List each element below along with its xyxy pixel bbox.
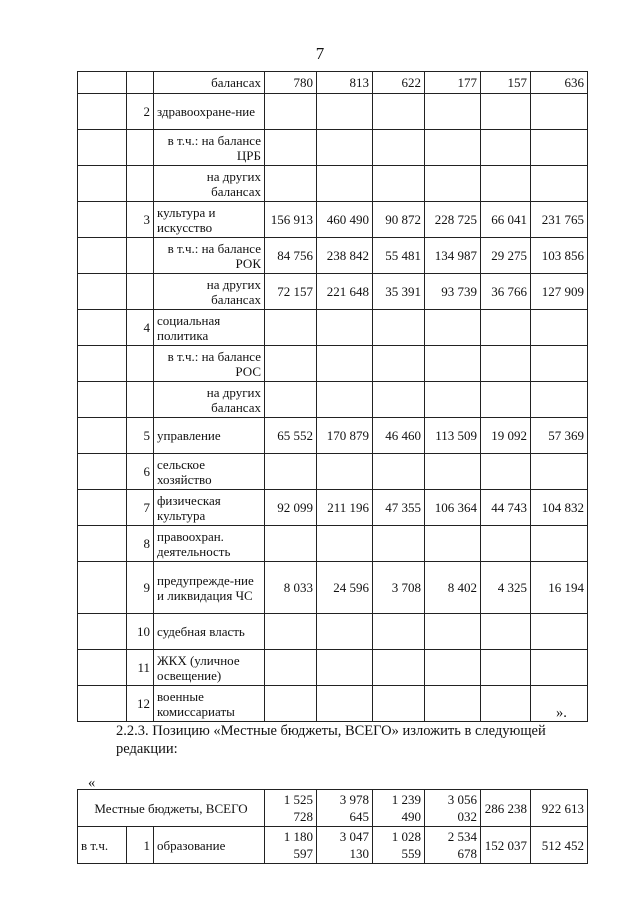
budget-table-continued: [77, 71, 588, 722]
row-number: [127, 238, 154, 274]
total-value: 3 978 645: [317, 790, 373, 827]
table-row: [78, 130, 588, 166]
value-cell: 16 194: [531, 562, 588, 614]
value-cell: [531, 130, 588, 166]
row-number: 11: [127, 650, 154, 686]
value-cell: 47 355: [373, 490, 425, 526]
value-cell: [265, 94, 317, 130]
value-cell: [373, 346, 425, 382]
row-number: [127, 346, 154, 382]
table-row: [78, 72, 588, 94]
value-cell: 72 157: [265, 274, 317, 310]
value-cell: [531, 166, 588, 202]
blank-cell: [78, 418, 127, 454]
value-cell: [425, 382, 481, 418]
value-cell: [373, 382, 425, 418]
value-cell: [481, 686, 531, 722]
value-cell: [373, 310, 425, 346]
value-cell: [425, 310, 481, 346]
value-cell: 3 708: [373, 562, 425, 614]
row-name: судебная власть: [154, 614, 265, 650]
blank-cell: [78, 238, 127, 274]
row-name: военные комиссариаты: [154, 686, 265, 722]
value-cell: 29 275: [481, 238, 531, 274]
row-number: [127, 130, 154, 166]
value-cell: [425, 526, 481, 562]
table-row: [78, 526, 588, 562]
local-budgets-table: [77, 789, 588, 864]
value-cell: 8 402: [425, 562, 481, 614]
row-number: 6: [127, 454, 154, 490]
value-cell: [373, 454, 425, 490]
value-cell: 66 041: [481, 202, 531, 238]
row-number: [127, 166, 154, 202]
value-cell: [373, 526, 425, 562]
blank-cell: [78, 686, 127, 722]
row-name: балансах: [154, 72, 265, 94]
value-cell: [317, 650, 373, 686]
row-name: в т.ч.: на балансе РОС: [154, 346, 265, 382]
value-cell: [425, 346, 481, 382]
value-cell: 170 879: [317, 418, 373, 454]
value-cell: [373, 614, 425, 650]
value-cell: 93 739: [425, 274, 481, 310]
value-cell: 157: [481, 72, 531, 94]
value-cell: [481, 526, 531, 562]
row-number: [127, 382, 154, 418]
table-row: [78, 238, 588, 274]
value-cell: [531, 526, 588, 562]
table-row: [78, 562, 588, 614]
row-number: 9: [127, 562, 154, 614]
value-cell: [531, 94, 588, 130]
blank-cell: [78, 94, 127, 130]
value-cell: [481, 454, 531, 490]
row-number: 7: [127, 490, 154, 526]
amendment-paragraph: 2.2.3. Позицию «Местные бюджеты, ВСЕГО» изложить в следующей редакции:: [116, 723, 546, 757]
row-number: 2: [127, 94, 154, 130]
value-cell: 19 092: [481, 418, 531, 454]
value-cell: 228 725: [425, 202, 481, 238]
value-cell: 90 872: [373, 202, 425, 238]
value-cell: 780: [265, 72, 317, 94]
row-number: 10: [127, 614, 154, 650]
blank-cell: [78, 72, 127, 94]
table-row: [78, 650, 588, 686]
row-number: 12: [127, 686, 154, 722]
value-cell: [265, 130, 317, 166]
value-cell: [425, 454, 481, 490]
sub-value: 1 180 597: [265, 827, 317, 864]
value-cell: [265, 382, 317, 418]
value-cell: 231 765: [531, 202, 588, 238]
value-cell: [265, 310, 317, 346]
table-row: [78, 94, 588, 130]
value-cell: [481, 310, 531, 346]
value-cell: 65 552: [265, 418, 317, 454]
value-cell: [481, 94, 531, 130]
blank-cell: [78, 130, 127, 166]
value-cell: 46 460: [373, 418, 425, 454]
value-cell: 24 596: [317, 562, 373, 614]
row-name: в т.ч.: на балансе ЦРБ: [154, 130, 265, 166]
row-number: 3: [127, 202, 154, 238]
value-cell: 106 364: [425, 490, 481, 526]
value-cell: 104 832: [531, 490, 588, 526]
table-row: [78, 202, 588, 238]
value-cell: 8 033: [265, 562, 317, 614]
row-number: 8: [127, 526, 154, 562]
row-name: на других балансах: [154, 166, 265, 202]
value-cell: [373, 166, 425, 202]
row-name: культура и искусство: [154, 202, 265, 238]
sub-prefix: в т.ч.: [78, 827, 127, 864]
opening-quote: «: [88, 775, 96, 791]
value-cell: 622: [373, 72, 425, 94]
closing-quote: ».: [556, 705, 567, 721]
row-name: на других балансах: [154, 274, 265, 310]
education-row: [78, 827, 588, 864]
table-row: [78, 382, 588, 418]
table-row: [78, 274, 588, 310]
sub-value: 1 028 559: [373, 827, 425, 864]
blank-cell: [78, 310, 127, 346]
sub-value: 2 534 678: [425, 827, 481, 864]
value-cell: 134 987: [425, 238, 481, 274]
row-number: [127, 274, 154, 310]
table-row: [78, 310, 588, 346]
value-cell: 103 856: [531, 238, 588, 274]
value-cell: [317, 346, 373, 382]
blank-cell: [78, 562, 127, 614]
page-number: 7: [315, 44, 325, 63]
value-cell: 36 766: [481, 274, 531, 310]
value-cell: 4 325: [481, 562, 531, 614]
value-cell: 221 648: [317, 274, 373, 310]
total-value: 1 239 490: [373, 790, 425, 827]
value-cell: 460 490: [317, 202, 373, 238]
value-cell: [265, 650, 317, 686]
table-row: [78, 490, 588, 526]
blank-cell: [78, 614, 127, 650]
blank-cell: [78, 454, 127, 490]
blank-cell: [78, 490, 127, 526]
value-cell: 57 369: [531, 418, 588, 454]
row-name: ЖКХ (уличное освещение): [154, 650, 265, 686]
value-cell: [317, 614, 373, 650]
value-cell: [425, 166, 481, 202]
value-cell: [265, 614, 317, 650]
sub-value: 152 037: [481, 827, 531, 864]
row-name: на других балансах: [154, 382, 265, 418]
sub-number: 1: [127, 827, 154, 864]
value-cell: [531, 614, 588, 650]
value-cell: [481, 130, 531, 166]
value-cell: 55 481: [373, 238, 425, 274]
sub-value: 512 452: [531, 827, 588, 864]
value-cell: [265, 166, 317, 202]
blank-cell: [78, 526, 127, 562]
row-name: социальная политика: [154, 310, 265, 346]
table-row: [78, 454, 588, 490]
value-cell: [317, 382, 373, 418]
blank-cell: [78, 650, 127, 686]
total-label: Местные бюджеты, ВСЕГО: [78, 790, 265, 827]
value-cell: 636: [531, 72, 588, 94]
value-cell: 35 391: [373, 274, 425, 310]
total-value: 922 613: [531, 790, 588, 827]
value-cell: [531, 454, 588, 490]
value-cell: [531, 382, 588, 418]
value-cell: [265, 346, 317, 382]
value-cell: [531, 346, 588, 382]
value-cell: [373, 650, 425, 686]
value-cell: [373, 686, 425, 722]
value-cell: [317, 454, 373, 490]
value-cell: [425, 614, 481, 650]
value-cell: [531, 650, 588, 686]
value-cell: [425, 130, 481, 166]
row-name: предупрежде-ние и ликвидация ЧС: [154, 562, 265, 614]
total-row: [78, 790, 588, 827]
row-name: правоохран. деятельность: [154, 526, 265, 562]
value-cell: [317, 310, 373, 346]
table-row: [78, 166, 588, 202]
value-cell: 127 909: [531, 274, 588, 310]
value-cell: [425, 650, 481, 686]
value-cell: [425, 94, 481, 130]
total-value: 286 238: [481, 790, 531, 827]
value-cell: [265, 454, 317, 490]
value-cell: [265, 526, 317, 562]
value-cell: [373, 94, 425, 130]
value-cell: [265, 686, 317, 722]
row-name: здравоохране-ние: [154, 94, 265, 130]
table-row: [78, 346, 588, 382]
table-row: [78, 614, 588, 650]
row-number: 4: [127, 310, 154, 346]
value-cell: [481, 650, 531, 686]
value-cell: [481, 614, 531, 650]
table-row: [78, 418, 588, 454]
value-cell: [317, 686, 373, 722]
blank-cell: [78, 274, 127, 310]
value-cell: [425, 686, 481, 722]
row-name: в т.ч.: на балансе РОК: [154, 238, 265, 274]
row-name: физическая культура: [154, 490, 265, 526]
blank-cell: [78, 202, 127, 238]
value-cell: [317, 94, 373, 130]
value-cell: 177: [425, 72, 481, 94]
value-cell: 92 099: [265, 490, 317, 526]
value-cell: 84 756: [265, 238, 317, 274]
table-row: [78, 686, 588, 722]
total-value: 3 056 032: [425, 790, 481, 827]
sub-name: образование: [154, 827, 265, 864]
total-value: 1 525 728: [265, 790, 317, 827]
value-cell: [373, 130, 425, 166]
blank-cell: [78, 382, 127, 418]
row-name: управление: [154, 418, 265, 454]
value-cell: [317, 130, 373, 166]
value-cell: [317, 526, 373, 562]
value-cell: 211 196: [317, 490, 373, 526]
value-cell: 238 842: [317, 238, 373, 274]
row-name: сельское хозяйство: [154, 454, 265, 490]
value-cell: [531, 310, 588, 346]
blank-cell: [78, 166, 127, 202]
value-cell: [481, 382, 531, 418]
row-number: [127, 72, 154, 94]
value-cell: [481, 346, 531, 382]
row-number: 5: [127, 418, 154, 454]
blank-cell: [78, 346, 127, 382]
sub-value: 3 047 130: [317, 827, 373, 864]
value-cell: [481, 166, 531, 202]
value-cell: 156 913: [265, 202, 317, 238]
value-cell: 813: [317, 72, 373, 94]
value-cell: [317, 166, 373, 202]
value-cell: 44 743: [481, 490, 531, 526]
value-cell: 113 509: [425, 418, 481, 454]
